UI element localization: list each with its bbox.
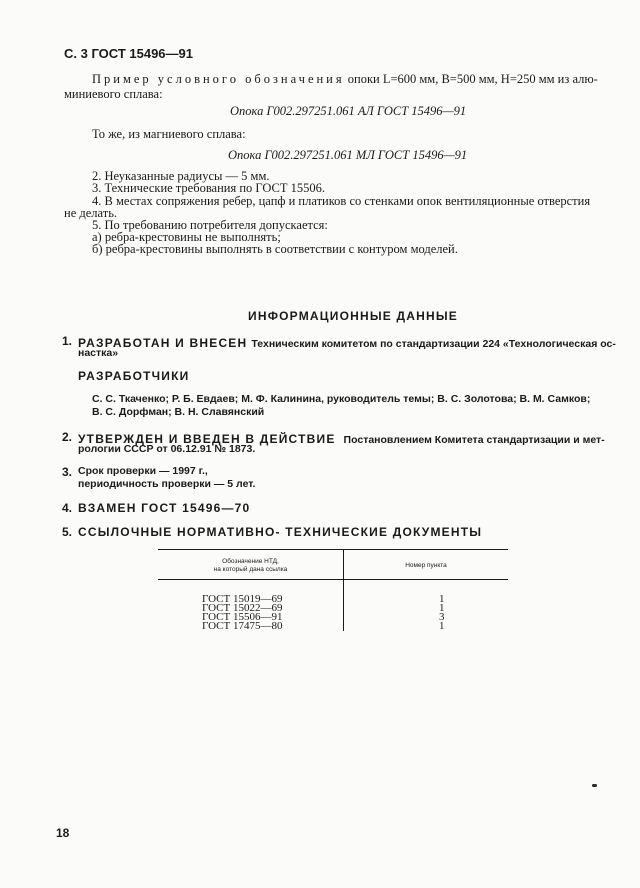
- example-lead: Пример условного обозначения: [92, 72, 345, 86]
- section-3-line-1: Срок проверки — 1997 г.,: [78, 465, 208, 477]
- note-4-line-1: 4. В местах сопряжения ребер, цапф и платиков со стенками опок вентиляционные отверстия: [92, 194, 591, 208]
- note-5: 5. По требованию потребителя допускается:: [92, 218, 328, 232]
- section-4-number: 4.: [62, 501, 73, 515]
- note-3: 3. Технические требования по ГОСТ 15506.: [92, 181, 325, 195]
- info-title: ИНФОРМАЦИОННЫЕ ДАННЫЕ: [248, 309, 459, 323]
- example-line-2: миниевого сплава:: [64, 87, 163, 101]
- example-line-1: [92, 72, 598, 87]
- table-item: 1: [439, 602, 445, 614]
- ink-speck: [592, 784, 597, 787]
- table-col2-header: Номер пункта: [405, 562, 447, 569]
- section-4-text: ВЗАМЕН ГОСТ 15496—70: [78, 501, 251, 515]
- table-item: 1: [439, 593, 445, 605]
- table-item: 1: [439, 620, 445, 632]
- section-3-number: 3.: [62, 465, 73, 479]
- example-rest: опоки L=600 мм, B=500 мм, H=250 мм из алю-: [347, 72, 598, 86]
- section-1-line-1: [78, 334, 616, 352]
- note-4-line-2: не делать.: [64, 206, 118, 220]
- section-1-number: 1.: [62, 334, 73, 348]
- section-2-text-2: рологии СССР от 06.12.91 № 1873.: [78, 443, 256, 455]
- developers-line-1: С. С. Ткаченко; Р. Б. Евдаев; М. Ф. Калинина, руководитель темы; В. С. Золотова; В. М. Самков;: [92, 393, 591, 405]
- developers-heading: РАЗРАБОТЧИКИ: [78, 369, 190, 383]
- section-2-text: Постановлением Комитета стандартизации и мет-: [343, 434, 605, 446]
- section-5-number: 5.: [62, 525, 73, 539]
- section-5-heading: ССЫЛОЧНЫЕ НОРМАТИВНО- ТЕХНИЧЕСКИЕ ДОКУМЕНТЫ: [78, 525, 483, 539]
- table-top-rule: [158, 549, 508, 550]
- section-1-text-2: настка»: [78, 347, 119, 359]
- section-1-heading: РАЗРАБОТАН И ВНЕСЕН: [78, 336, 248, 350]
- note-2: 2. Неуказанные радиусы — 5 мм.: [92, 169, 270, 183]
- designation-ml: Опока Г002.297251.061 МЛ ГОСТ 15496—91: [228, 148, 468, 162]
- page-number: 18: [56, 826, 70, 840]
- section-1-text: Техническим комитетом по стандартизации 224 «Технологическая ос-: [251, 338, 616, 350]
- page-header: С. 3 ГОСТ 15496—91: [64, 46, 193, 61]
- table-header-rule: [158, 579, 508, 580]
- note-5a: а) ребра-крестовины не выполнять;: [92, 230, 281, 244]
- table-row: ГОСТ 15019—69: [202, 593, 283, 605]
- section-2-heading: УТВЕРЖДЕН И ВВЕДЕН В ДЕЙСТВИЕ: [78, 432, 336, 446]
- table-col1-header-line-1: Обозначение НТД,: [222, 558, 279, 565]
- table-row: ГОСТ 15506—91: [202, 611, 283, 623]
- section-3-line-2: периодичность проверки — 5 лет.: [78, 478, 256, 490]
- table-item: 3: [439, 611, 445, 623]
- developers-line-2: В. С. Дорфман; В. Н. Славянский: [92, 406, 265, 418]
- table-row: ГОСТ 17475—80: [202, 620, 283, 632]
- section-2-number: 2.: [62, 430, 73, 444]
- table-row: ГОСТ 15022—69: [202, 602, 283, 614]
- note-5b: б) ребра-крестовины выполнять в соответствии с контуром моделей.: [92, 242, 458, 256]
- magnesium-intro: То же, из магниевого сплава:: [92, 127, 246, 141]
- table-col1-header-line-2: на который дана ссылка: [213, 566, 288, 573]
- designation-al: Опока Г002.297251.061 АЛ ГОСТ 15496—91: [230, 104, 467, 118]
